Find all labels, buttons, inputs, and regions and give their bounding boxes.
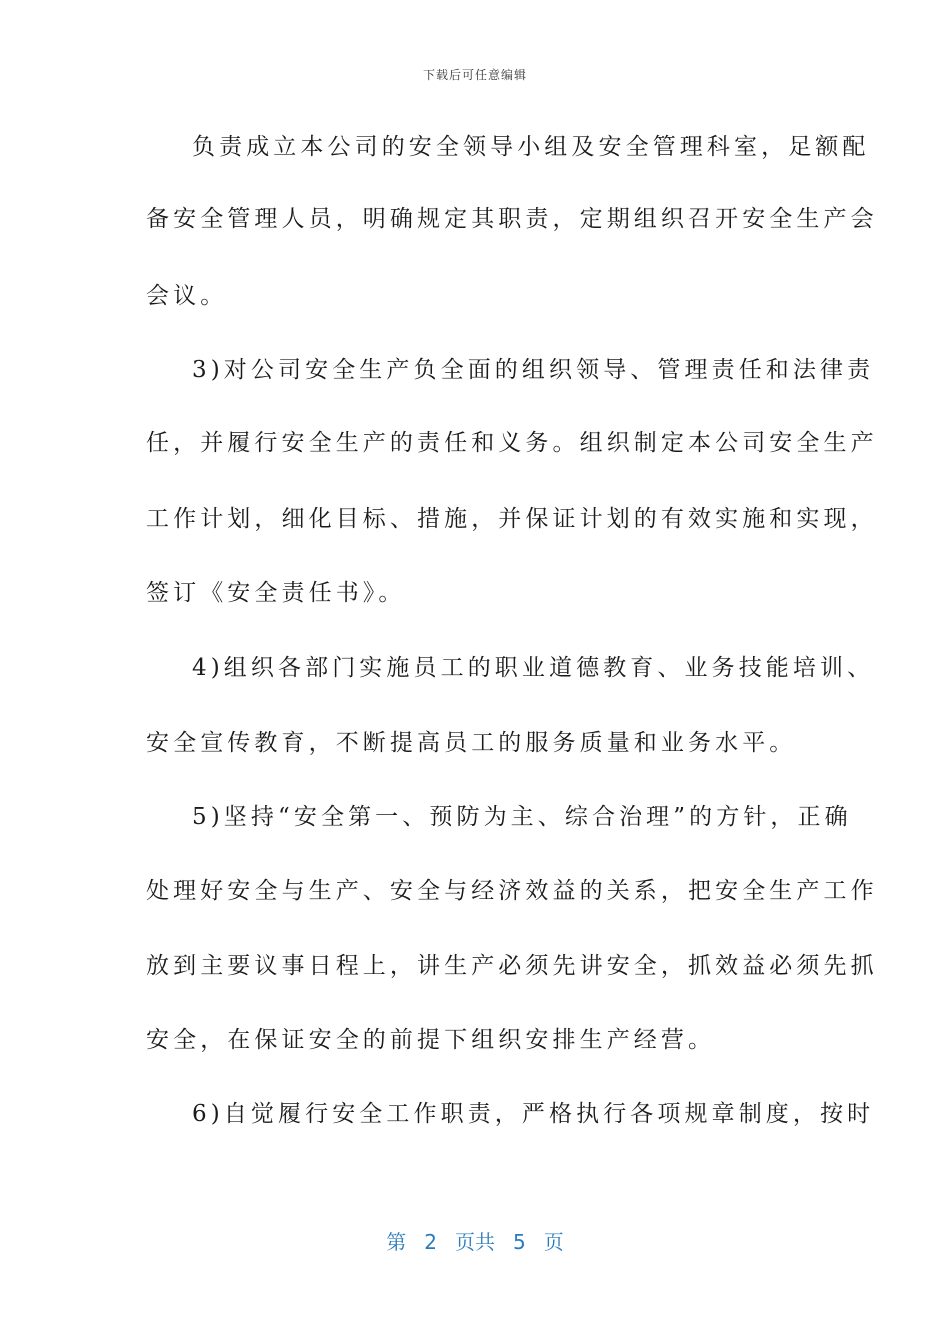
page-label-prefix: 第: [386, 1230, 407, 1254]
paragraph-line: 签订《安全责任书》。: [146, 580, 406, 606]
total-pages-number: 5: [513, 1230, 526, 1254]
paragraph-line: 处理好安全与生产、安全与经济效益的关系，把安全生产工作: [146, 878, 878, 904]
paragraph-line: 任，并履行安全生产的责任和义务。组织制定本公司安全生产: [146, 430, 878, 456]
paragraph-line: 3)对公司安全生产负全面的组织领导、管理责任和法律责: [192, 357, 875, 383]
page-label-suffix: 页: [543, 1230, 564, 1254]
paragraph-line: 放到主要议事日程上，讲生产必须先讲安全，抓效益必须先抓: [146, 953, 878, 979]
page-label-mid: 页共: [455, 1230, 495, 1254]
paragraph-line: 安全宣传教育，不断提高员工的服务质量和业务水平。: [146, 730, 797, 756]
paragraph-line: 备安全管理人员，明确规定其职责，定期组织召开安全生产会: [146, 206, 878, 232]
paragraph-line: 5)坚持“安全第一、预防为主、综合治理”的方针，正确: [192, 804, 852, 830]
paragraph-line: 会议。: [146, 283, 228, 309]
page-footer: [0, 1226, 950, 1255]
page-header: 下载后可任意编辑: [422, 68, 527, 82]
current-page-number: 2: [424, 1230, 437, 1254]
paragraph-line: 4)组织各部门实施员工的职业道德教育、业务技能培训、: [192, 655, 875, 681]
paragraph-line: 负责成立本公司的安全领导小组及安全管理科室，足额配: [192, 134, 870, 160]
paragraph-line: 工作计划，细化目标、措施，并保证计划的有效实施和实现，: [146, 506, 878, 532]
paragraph-line: 6)自觉履行安全工作职责，严格执行各项规章制度，按时: [192, 1101, 875, 1127]
paragraph-line: 安全，在保证安全的前提下组织安排生产经营。: [146, 1027, 716, 1053]
